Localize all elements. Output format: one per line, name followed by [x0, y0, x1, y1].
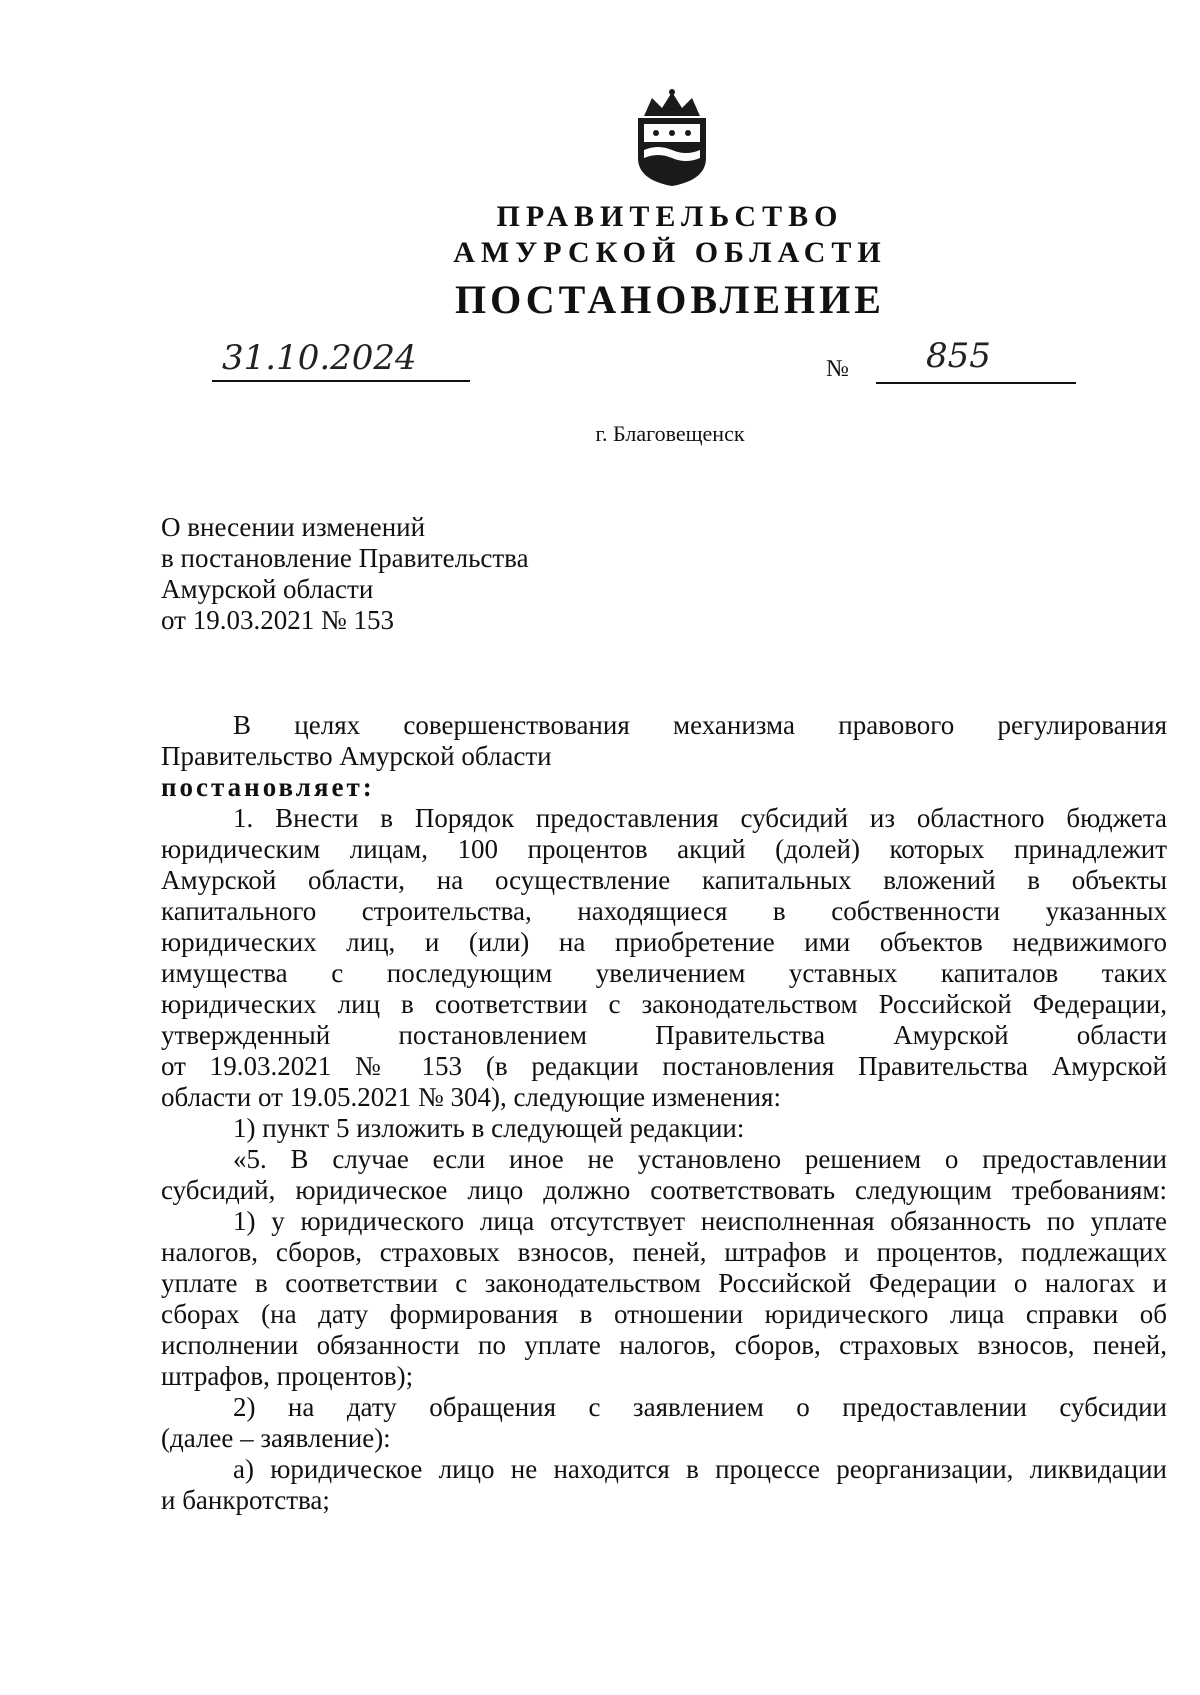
p5-1-line: налогов, сборов, страховых взносов, пеней, штрафов и процентов, подлежащих [161, 1237, 1167, 1267]
decree-word: постановляет: [161, 772, 375, 802]
p5-2a-line: а) юридическое лицо не находится в процессе реорганизации, ликвидации [233, 1454, 1167, 1484]
document-body [161, 710, 1167, 1516]
item1-line: 1. Внести в Порядок предоставления субсидий из областного бюджета [233, 803, 1167, 833]
date-underline [212, 380, 470, 382]
intro-line: В целях совершенствования механизма правового регулирования [233, 710, 1167, 740]
p5-1-line: сборах (на дату формирования в отношении юридического лица справки об [161, 1299, 1167, 1329]
document-date: 31.10.2024 [222, 338, 417, 378]
item1-line: юридическим лицам, 100 процентов акций (долей) которых принадлежит [161, 834, 1167, 864]
subitem-line: 1) пункт 5 изложить в следующей редакции: [233, 1113, 745, 1143]
item1-line: от 19.03.2021 № 153 (в редакции постановления Правительства Амурской [161, 1051, 1167, 1081]
document-type: ПОСТАНОВЛЕНИЕ [455, 277, 885, 322]
item1-line: имущества с последующим увеличением уставных капиталов таких [161, 958, 1167, 988]
p5-1-line: уплате в соответствии с законодательством Российской Федерации о налогах и [161, 1268, 1167, 1298]
coat-of-arms-icon [630, 88, 714, 188]
item1-line: утвержденный постановлением Правительства Амурской области [161, 1020, 1167, 1050]
p5-2a-line: и банкротства; [161, 1485, 330, 1515]
number-label: № [826, 356, 849, 382]
subject-line: О внесении изменений [161, 512, 426, 542]
city: г. Благовещенск [595, 421, 745, 446]
organization-region: АМУРСКОЙ ОБЛАСТИ [453, 236, 887, 269]
p5-1-line: исполнении обязанности по уплате налогов, сборов, страховых взносов, пеней, [161, 1330, 1167, 1360]
document-subject [161, 512, 529, 636]
number-underline [876, 382, 1076, 384]
subject-line: от 19.03.2021 № 153 [161, 605, 394, 635]
item1-line: капитального строительства, находящиеся в собственности указанных [161, 896, 1167, 926]
p5-line: субсидий, юридическое лицо должно соответствовать следующим требованиям: [161, 1175, 1167, 1205]
p5-1-line: штрафов, процентов); [161, 1361, 414, 1391]
item1-line: юридических лиц в соответствии с законодательством Российской Федерации, [161, 989, 1167, 1019]
p5-2-line: (далее – заявление): [161, 1423, 391, 1453]
organization-name: ПРАВИТЕЛЬСТВО [496, 200, 844, 233]
item1-line: области от 19.05.2021 № 304), следующие изменения: [161, 1082, 781, 1112]
intro-line: Правительство Амурской области [161, 741, 552, 771]
document-number: 855 [926, 336, 991, 376]
p5-line: «5. В случае если иное не установлено решением о предоставлении [233, 1144, 1167, 1174]
p5-1-line: 1) у юридического лица отсутствует неисполненная обязанность по уплате [233, 1206, 1167, 1236]
subject-line: в постановление Правительства [161, 543, 529, 573]
p5-2-line: 2) на дату обращения с заявлением о предоставлении субсидии [233, 1392, 1167, 1422]
subject-line: Амурской области [161, 574, 374, 604]
item1-line: Амурской области, на осуществление капитальных вложений в объекты [161, 865, 1167, 895]
item1-line: юридических лиц, и (или) на приобретение ими объектов недвижимого [161, 927, 1167, 957]
